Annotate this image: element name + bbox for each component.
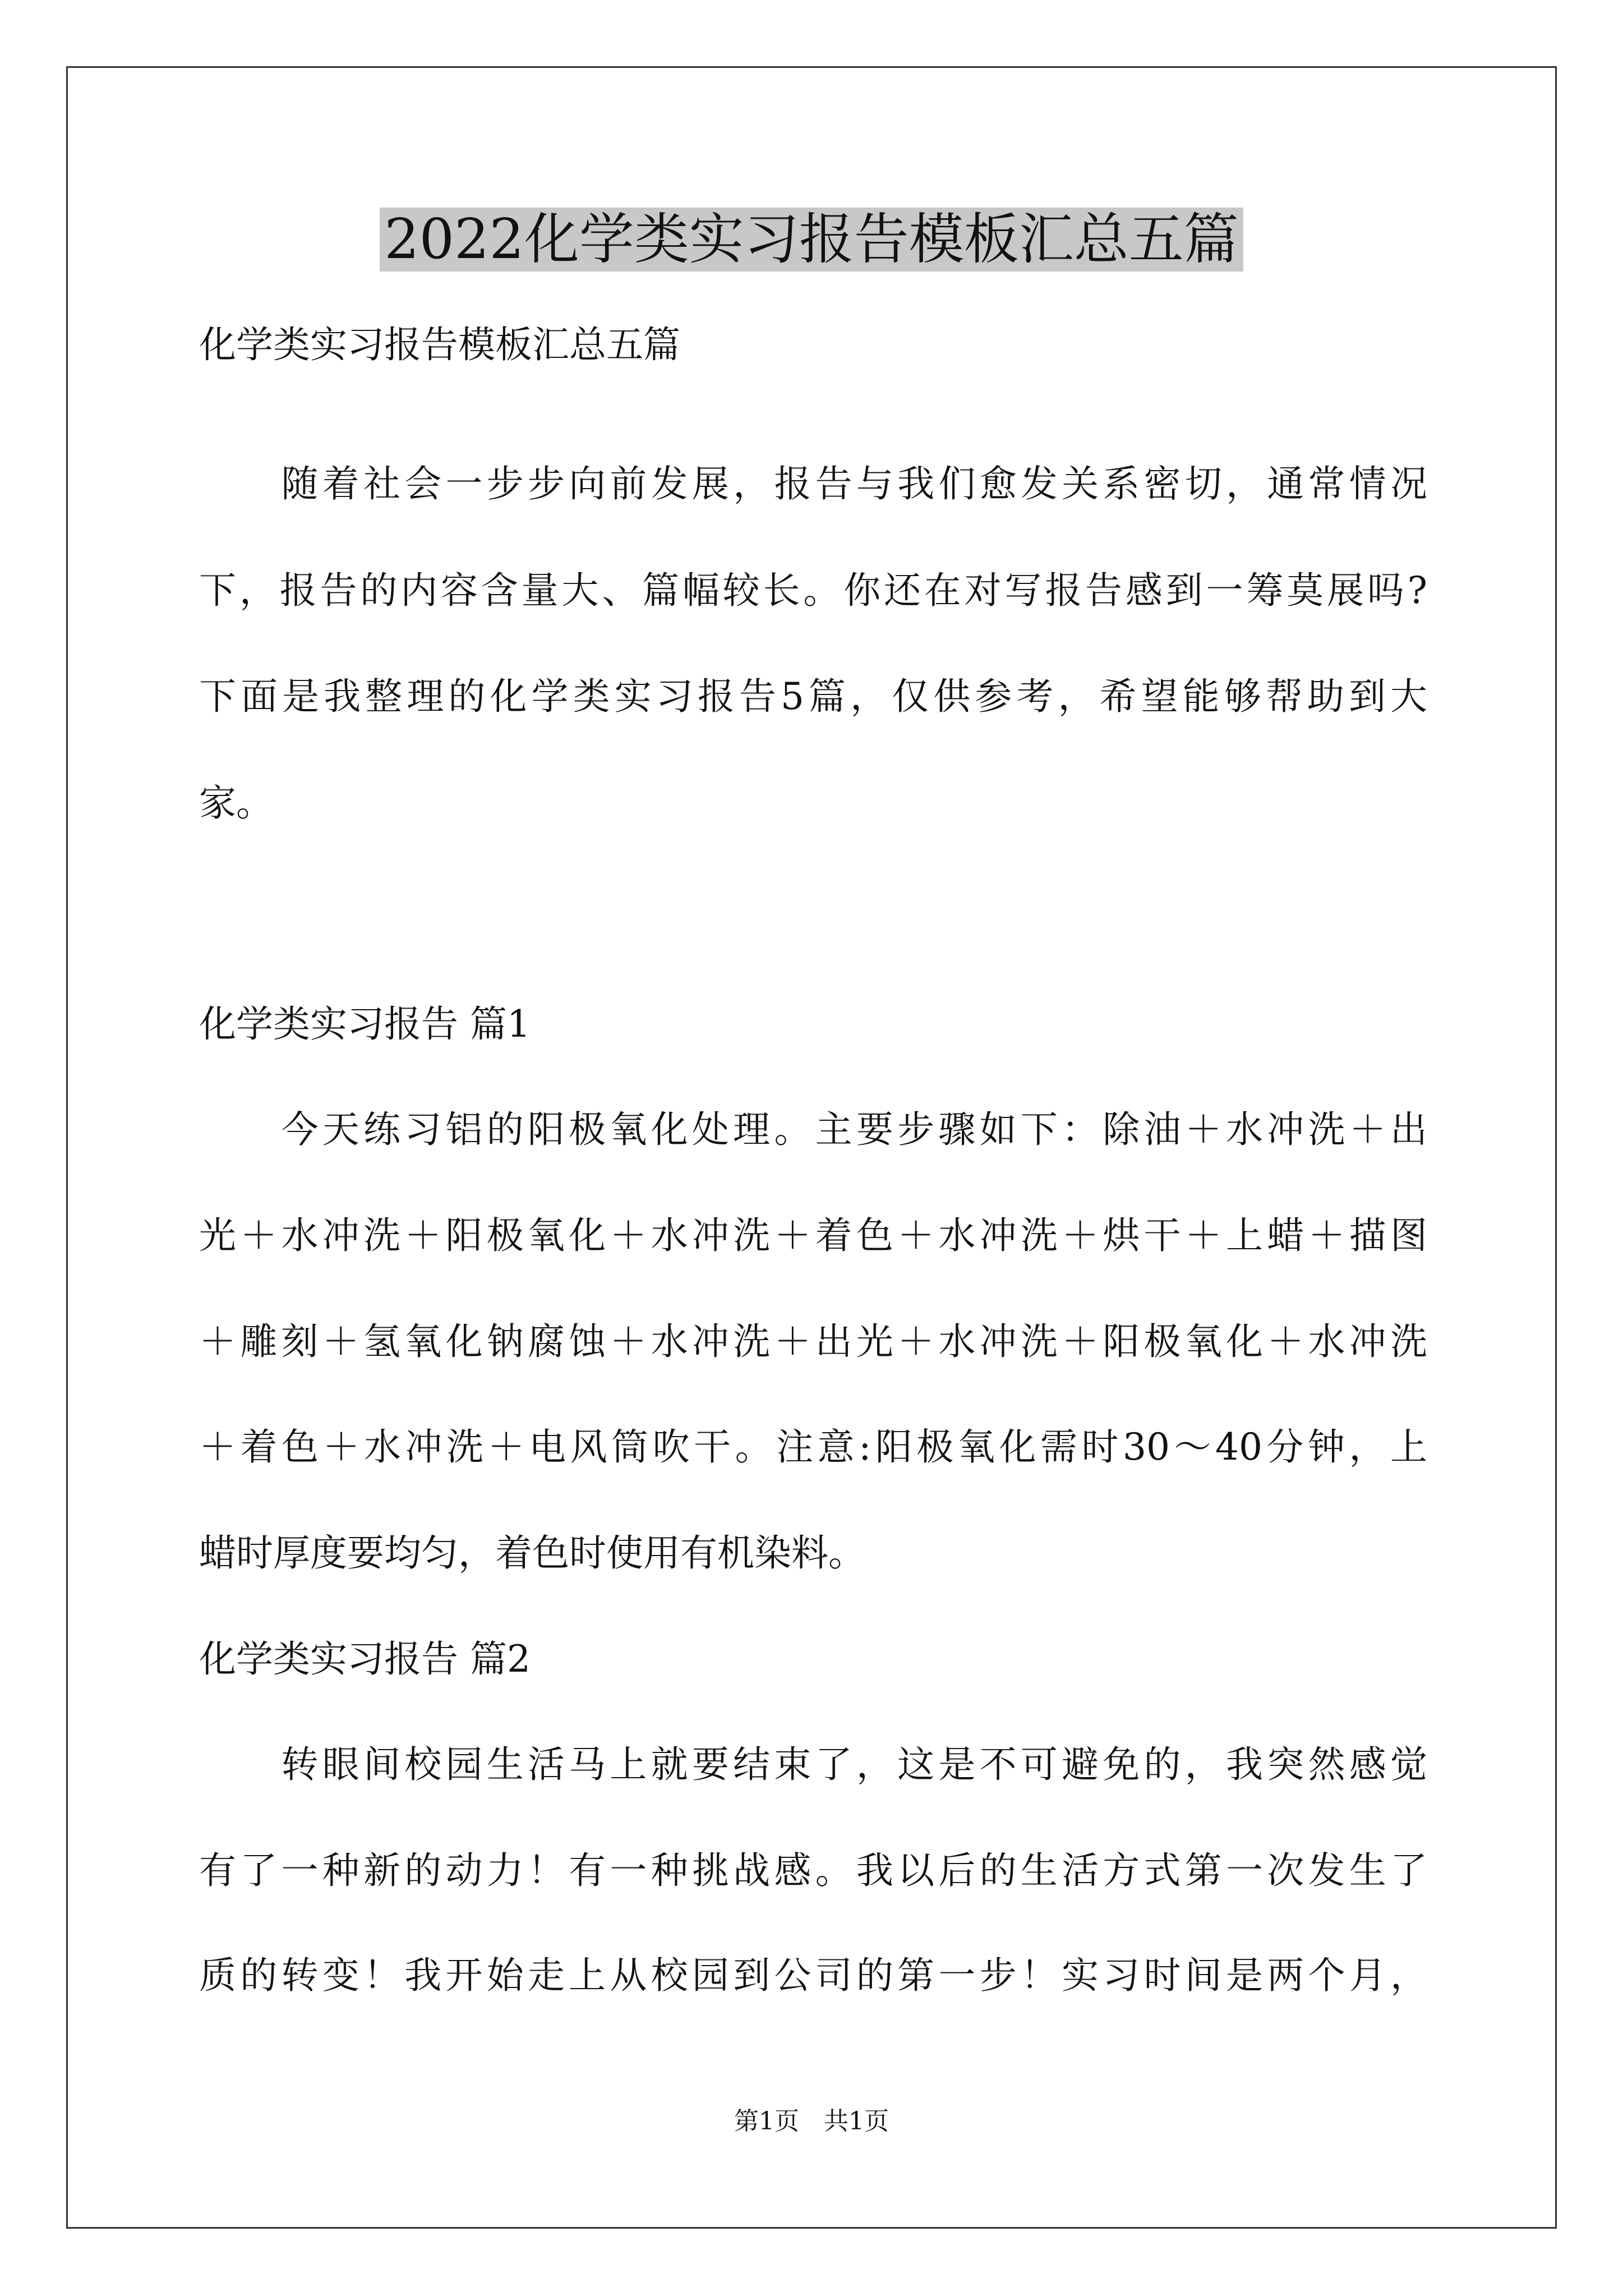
section1-line-1: 今天练习铝的阳极氧化处理。主要步骤如下：除油＋水冲洗＋出: [199, 1108, 1427, 1151]
intro-line-3: 下面是我整理的化学类实习报告5篇，仅供参考，希望能够帮助到大: [199, 675, 1427, 718]
document-title-text: 2022化学类实习报告模板汇总五篇: [380, 208, 1243, 272]
subtitle-line: 化学类实习报告模板汇总五篇: [199, 323, 680, 366]
section-heading-1: 化学类实习报告 篇1: [199, 1002, 531, 1046]
section2-line-2: 有了一种新的动力！有一种挑战感。我以后的生活方式第一次发生了: [199, 1849, 1427, 1892]
document-title: [0, 203, 1623, 276]
section1-line-3: ＋雕刻＋氢氧化钠腐蚀＋水冲洗＋出光＋水冲洗＋阳极氧化＋水冲洗: [199, 1320, 1427, 1363]
intro-line-1: 随着社会一步步向前发展，报告与我们愈发关系密切，通常情况: [199, 462, 1427, 505]
section-heading-2: 化学类实习报告 篇2: [199, 1637, 531, 1681]
section2-line-1: 转眼间校园生活马上就要结束了，这是不可避免的，我突然感觉: [199, 1743, 1427, 1786]
section2-line-3: 质的转变！我开始走上从校园到公司的第一步！实习时间是两个月，: [199, 1954, 1427, 1997]
section1-line-4: ＋着色＋水冲洗＋电风筒吹干。注意:阳极氧化需时30～40分钟，上: [199, 1425, 1427, 1469]
intro-line-2: 下，报告的内容含量大、篇幅较长。你还在对写报告感到一筹莫展吗?: [199, 569, 1427, 612]
page-footer: 第1页 共1页: [734, 2107, 889, 2136]
section1-line-5: 蜡时厚度要均匀，着色时使用有机染料。: [199, 1531, 865, 1575]
intro-line-4: 家。: [199, 781, 273, 825]
section1-line-2: 光＋水冲洗＋阳极氧化＋水冲洗＋着色＋水冲洗＋烘干＋上蜡＋描图: [199, 1214, 1427, 1257]
